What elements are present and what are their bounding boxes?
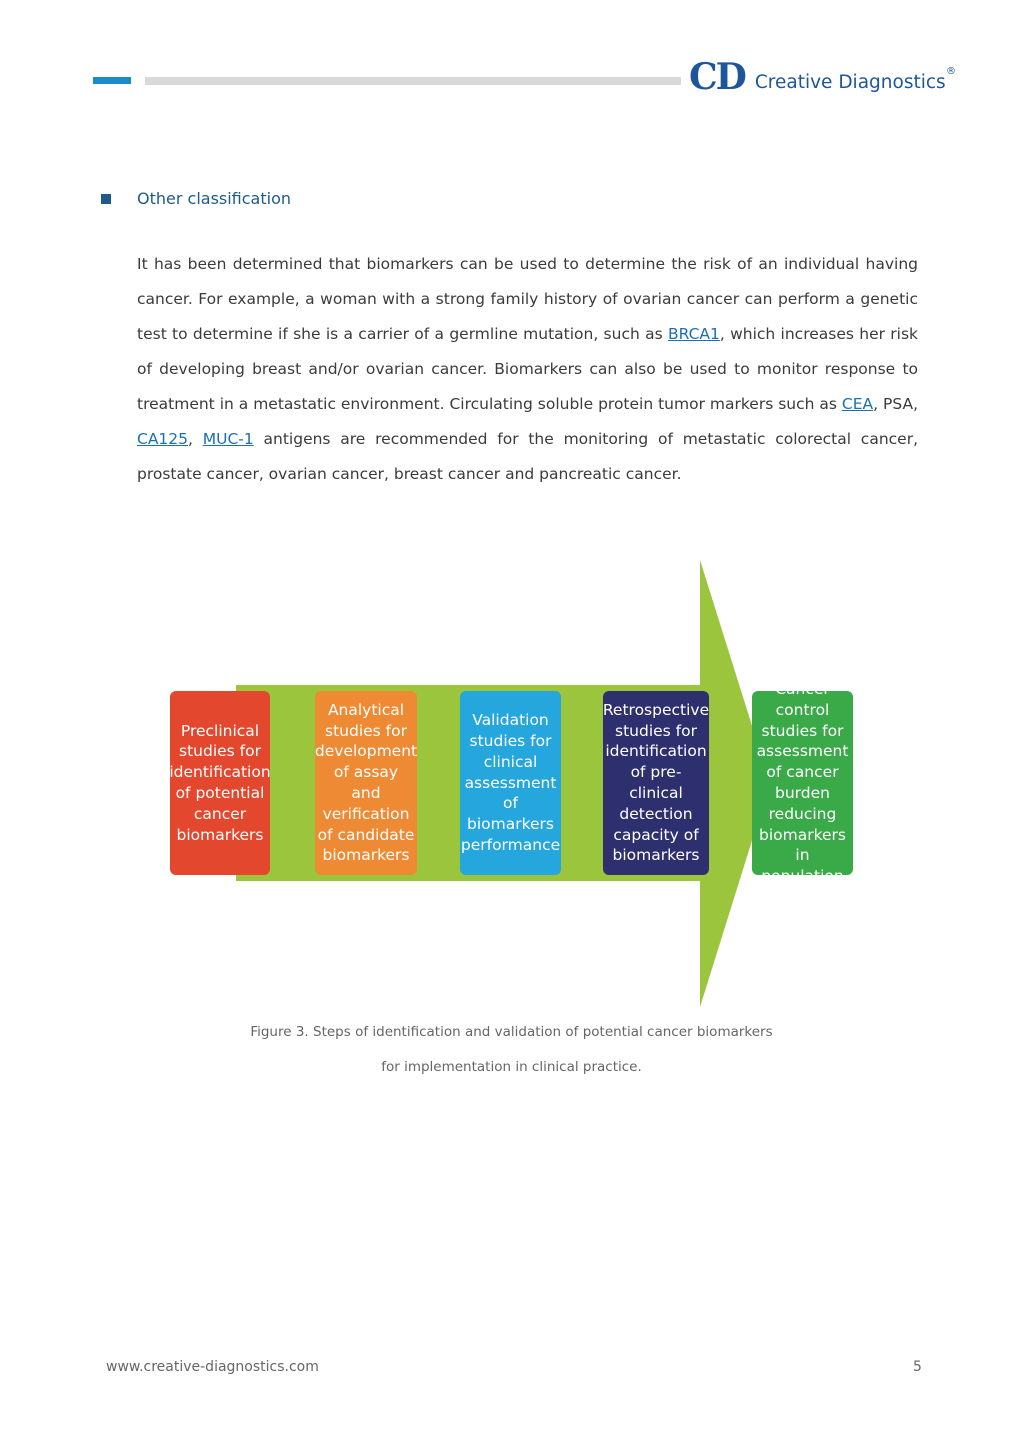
step-preclinical: Preclinical studies for identification of potential cancer biomarkers [170, 691, 270, 875]
step-validation: Validation studies for clinical assessment of biomarkers performance [460, 691, 561, 875]
logo-name: Creative Diagnostics [754, 72, 946, 93]
figure-caption-line-2: for implementation in clinical practice. [381, 1059, 642, 1075]
registered-mark: ® [946, 66, 956, 77]
logo-mark: CD [689, 56, 745, 98]
page-number: 5 [913, 1359, 922, 1375]
link-muc1[interactable]: MUC-1 [202, 430, 254, 448]
paragraph-text-2: , which increases her risk of developing breast and/or ovarian cancer. Biomarkers can also be used to monitor response to treatment in a metastatic environment. Circulating soluble protein tumor markers such as [137, 325, 919, 413]
paragraph-text-3: antigens are recommended for the monitoring of metastatic colorectal cancer, prostate cancer, ovarian cancer, breast cancer and pancreatic cancer. [137, 430, 919, 483]
step-cancer-control: Cancer control studies for assessment of cancer burden reducing biomarkers in population [752, 691, 853, 875]
link-brca1[interactable]: BRCA1 [667, 325, 720, 343]
paragraph-sep-1: , PSA, [873, 395, 919, 413]
paragraph-sep-2: , [188, 430, 203, 448]
footer-url: www.creative-diagnostics.com [106, 1359, 319, 1375]
step-retrospective: Retrospective studies for identification of pre- clinical detection capacity of biomarkers [603, 691, 709, 875]
link-cea[interactable]: CEA [841, 395, 874, 413]
paragraph-text-1: It has been determined that biomarkers can be used to determine the risk of an individual having cancer. For example, a woman with a strong family history of ovarian cancer can perform a genetic test to determine if she is a carrier of a germline mutation, such as [137, 255, 918, 343]
section-title: Other classification [137, 189, 292, 208]
figure-caption-line-1: Figure 3. Steps of identification and validation of potential cancer biomarkers [250, 1024, 773, 1040]
step-analytical: Analytical studies for development of assay and verification of candidate biomarkers [315, 691, 417, 875]
link-ca125[interactable]: CA125 [137, 430, 189, 448]
